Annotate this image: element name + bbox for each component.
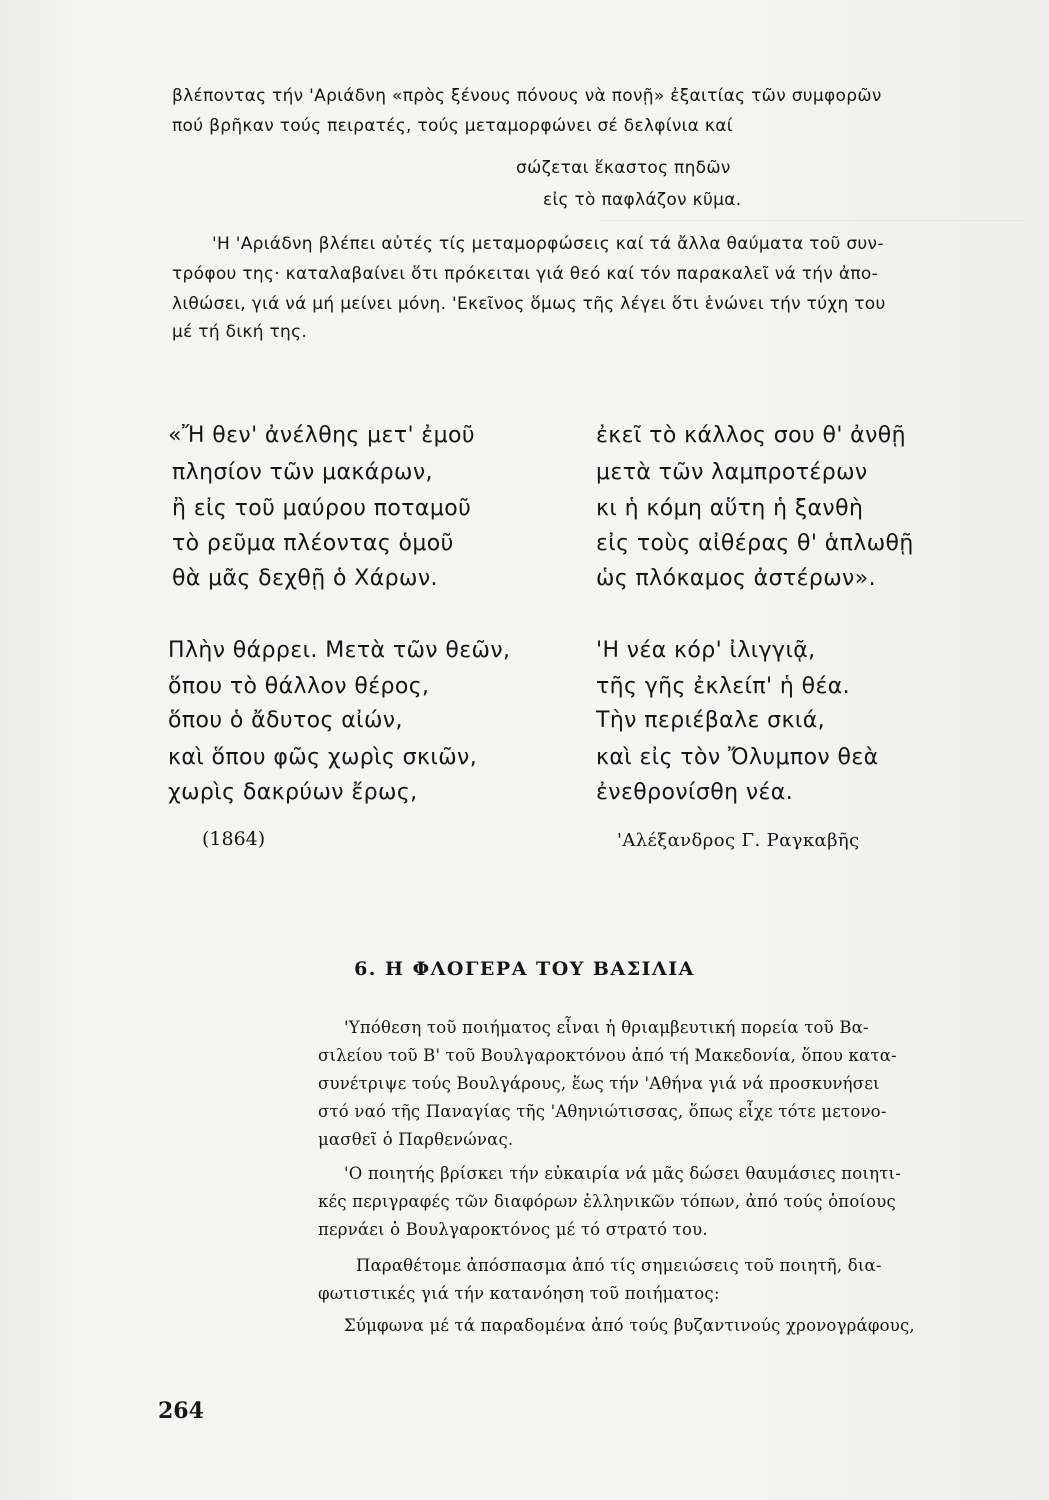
poem-line: τὸ ρεῦμα πλέοντας ὁμοῦ	[172, 531, 454, 556]
page-number: 264	[158, 1398, 204, 1424]
poem-line: ὡς πλόκαμος ἀστέρων».	[596, 566, 876, 591]
poem-line: 'Η νέα κόρ' ἰλιγγιᾷ,	[596, 638, 816, 663]
poem-author: 'Αλέξανδρος Γ. Ραγκαβῆς	[617, 830, 860, 851]
body-line: περνάει ὁ Βουλγαροκτόνος μέ τό στρατό του.	[318, 1220, 708, 1239]
poem-line: Πλὴν θάρρει. Μετὰ τῶν θεῶν,	[168, 638, 511, 663]
poem-line: ἐνεθρονίσθη νέα.	[596, 780, 794, 805]
poem-line: τῆς γῆς ἐκλείπ' ἡ θέα.	[596, 674, 851, 699]
poem-line: καὶ εἰς τὸν Ὄλυμπον θεὰ	[596, 745, 879, 770]
poem-line: εἰς τοὺς αἰθέρας θ' ἁπλωθῇ	[596, 531, 914, 556]
poem-line: ἢ εἰς τοῦ μαύρου ποταμοῦ	[172, 496, 472, 521]
poem-line: «Ἤ θεν' ἀνέλθης μετ' ἐμοῦ	[168, 423, 475, 448]
poem-right-column	[596, 0, 1016, 820]
poem-line: μετὰ τῶν λαμπροτέρων	[596, 460, 868, 485]
intro-paragraph-line-4: μέ τή δική της.	[172, 322, 308, 342]
poem-line: καὶ ὅπου φῶς χωρὶς σκιῶν,	[168, 745, 478, 770]
section-title: 6. Η ΦΛΟΓΕΡΑ ΤΟΥ ΒΑΣΙΛΙΑ	[354, 958, 695, 980]
body-line: Σύμφωνα μέ τά παραδομένα ἀπό τούς βυζαντινούς χρονογράφους,	[344, 1316, 915, 1335]
poem-left-column	[168, 0, 588, 820]
poem-line: χωρὶς δακρύων ἔρως,	[168, 780, 418, 805]
poem-line: κι ἡ κόμη αὕτη ἡ ξανθὴ	[596, 496, 864, 521]
intro-quote-line-2: εἰς τὸ παφλάζον κῦμα.	[543, 190, 742, 210]
body-line: κές περιγραφές τῶν διαφόρων ἑλληνικῶν τόπων, ἀπό τούς ὁποίους	[318, 1192, 896, 1211]
body-line: 'Υπόθεση τοῦ ποιήματος εἶναι ἡ θριαμβευτική πορεία τοῦ Βα-	[344, 1018, 869, 1037]
poem-line: ὅπου τὸ θάλλον θέρος,	[168, 674, 430, 699]
poem-line: ὅπου ὁ ἄδυτος αἰών,	[168, 708, 403, 733]
body-line: στό ναό τῆς Παναγίας τῆς 'Αθηνιώτισσας, ὅπως εἶχε τότε μετονο-	[318, 1102, 887, 1121]
poem-line: Τὴν περιέβαλε σκιά,	[596, 708, 825, 733]
body-line: φωτιστικές γιά τήν κατανόηση τοῦ ποιήματος:	[318, 1284, 720, 1303]
poem-line: ἐκεῖ τὸ κάλλος σου θ' ἀνθῇ	[596, 423, 906, 448]
intro-paragraph-line-3: λιθώσει, γιά νά μή μείνει μόνη. 'Εκεῖνος ὅμως τῆς λέγει ὅτι ἑνώνει τήν τύχη του	[172, 294, 886, 314]
body-line: Παραθέτομε ἀπόσπασμα ἀπό τίς σημειώσεις τοῦ ποιητῆ, δια-	[356, 1256, 882, 1275]
body-line: μασθεῖ ὁ Παρθενώνας.	[318, 1130, 514, 1149]
body-line: 'Ο ποιητής βρίσκει τήν εὐκαιρία νά μᾶς δώσει θαυμάσιες ποιητι-	[344, 1164, 901, 1183]
body-line: συνέτριψε τούς Βουλγάρους, ἕως τήν 'Αθήνα γιά νά προσκυνήσει	[318, 1074, 880, 1093]
body-line: σιλείου τοῦ Β' τοῦ Βουλγαροκτόνου ἀπό τή Μακεδονία, ὅπου κατα-	[318, 1046, 897, 1065]
intro-quote-line-1: σώζεται ἕκαστος πηδῶν	[516, 158, 731, 178]
intro-paragraph-line-1: 'Η 'Αριάδνη βλέπει αὐτές τίς μεταμορφώσεις καί τά ἄλλα θαύματα τοῦ συν-	[212, 234, 884, 254]
poem-year: (1864)	[202, 828, 266, 850]
poem-line: πλησίον τῶν μακάρων,	[172, 460, 433, 485]
poem-line: θὰ μᾶς δεχθῇ ὁ Χάρων.	[172, 566, 438, 591]
intro-line-1: βλέποντας τήν 'Αριάδνη «πρὸς ξένους πόνους νὰ πονῇ» ἐξαιτίας τῶν συμφορῶν	[172, 86, 882, 106]
intro-paragraph-line-2: τρόφου της· καταλαβαίνει ὅτι πρόκειται γιά θεό καί τόν παρακαλεῖ νά τήν ἀπο-	[172, 264, 879, 284]
intro-line-2: πού βρῆκαν τούς πειρατές, τούς μεταμορφώνει σέ δελφίνια καί	[172, 116, 733, 136]
